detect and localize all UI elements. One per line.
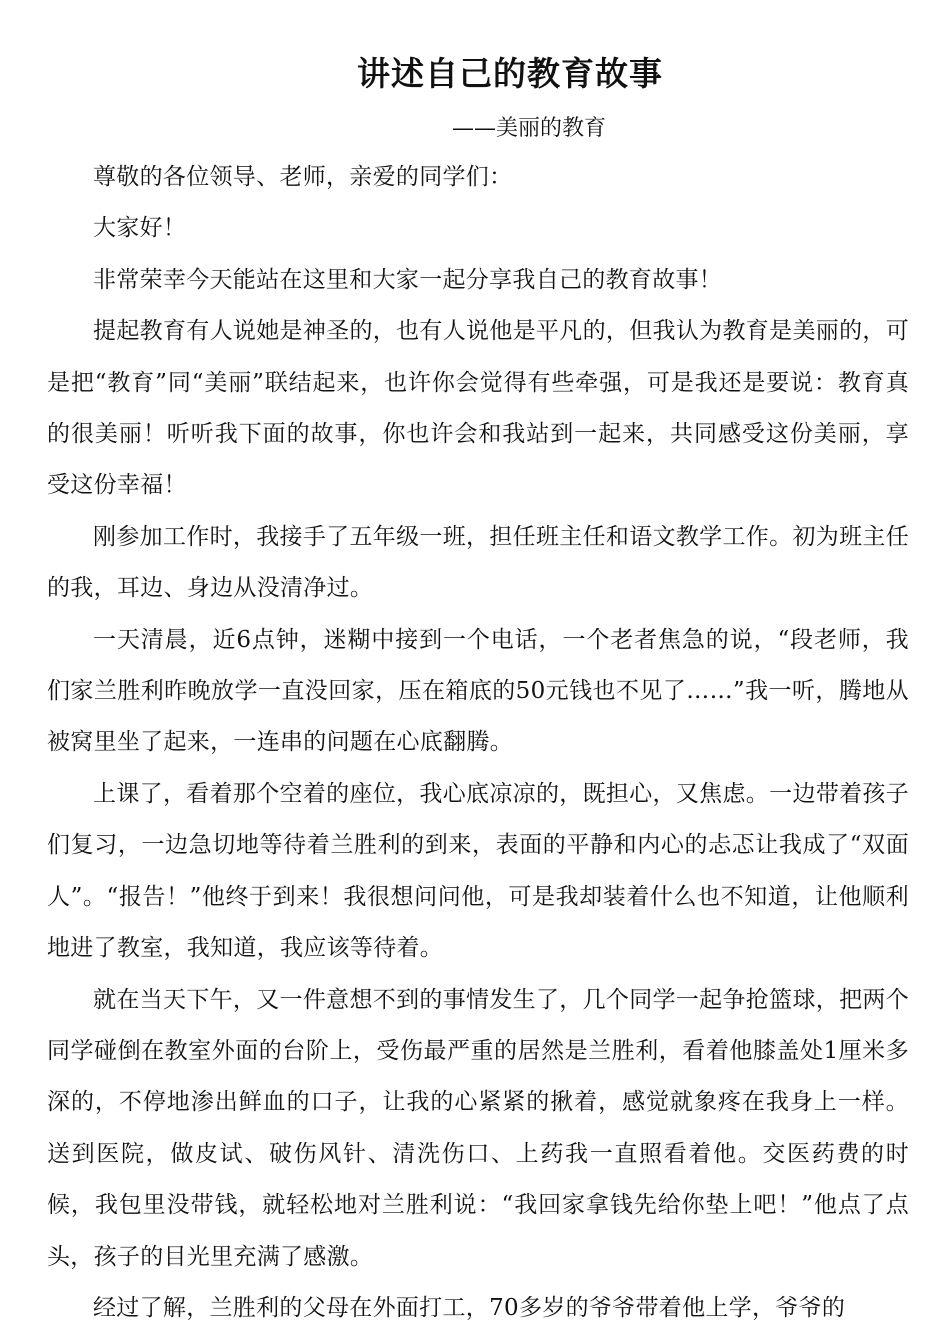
paragraph-phone-call: 一天清晨，近6点钟，迷糊中接到一个电话，一个老者焦急的说，“段老师，我们家兰胜利昨晚放学一直没回家，压在箱底的50元钱也不见了……”我一听，腾地从被窝里坐了起来，一连串的问题在心底翻腾。 <box>47 626 909 756</box>
paragraph-class-waiting: 上课了，看着那个空着的座位，我心底凉凉的，既担心，又焦虑。一边带着孩子们复习，一边急切地等待着兰胜利的到来，表面的平静和内心的忐忑让我成了“双面人”。“报告！”他终于到来！我很想问问他，可是我却装着什么也不知道，让他顺利地进了教室，我知道，我应该等待着。 <box>47 780 909 962</box>
document-title: 讲述自己的教育故事 <box>357 54 663 93</box>
paragraph-intro: 非常荣幸今天能站在这里和大家一起分享我自己的教育故事！ <box>93 266 723 293</box>
paragraph-greeting: 尊敬的各位领导、老师，亲爱的同学们： <box>93 164 513 190</box>
paragraph-injury: 就在当天下午，又一件意想不到的事情发生了，几个同学一起争抢篮球，把两个同学碰倒在教室外面的台阶上，受伤最严重的居然是兰胜利，看着他膝盖处1厘米多深的，不停地渗出鲜血的口子，让我的心紧紧的揪着，感觉就象疼在我身上一样。送到医院，做皮试、破伤风针、清洗伤口、上药我一直照看着他。交医药费的时候，我包里没带钱，就轻松地对兰胜利说：“我回家拿钱先给你垫上吧！”他点了点头，孩子的目光里充满了感激。 <box>47 986 909 1270</box>
document-subtitle: ——美丽的教育 <box>452 116 607 141</box>
paragraph-background: 经过了解，兰胜利的父母在外面打工，70多岁的爷爷带着他上学，爷爷的 <box>93 1294 846 1321</box>
paragraph-hello: 大家好！ <box>93 215 187 242</box>
document-body <box>47 152 909 1334</box>
paragraph-first-job: 刚参加工作时，我接手了五年级一班，担任班主任和语文教学工作。初为班主任的我，耳边、身边从没清净过。 <box>47 523 909 602</box>
paragraph-thesis: 提起教育有人说她是神圣的，也有人说他是平凡的，但我认为教育是美丽的，可是把“教育”同“美丽”联结起来，也许你会觉得有些牵强，可是我还是要说：教育真的很美丽！听听我下面的故事，你也许会和我站到一起来，共同感受这份美丽，享受这份幸福！ <box>47 318 909 499</box>
